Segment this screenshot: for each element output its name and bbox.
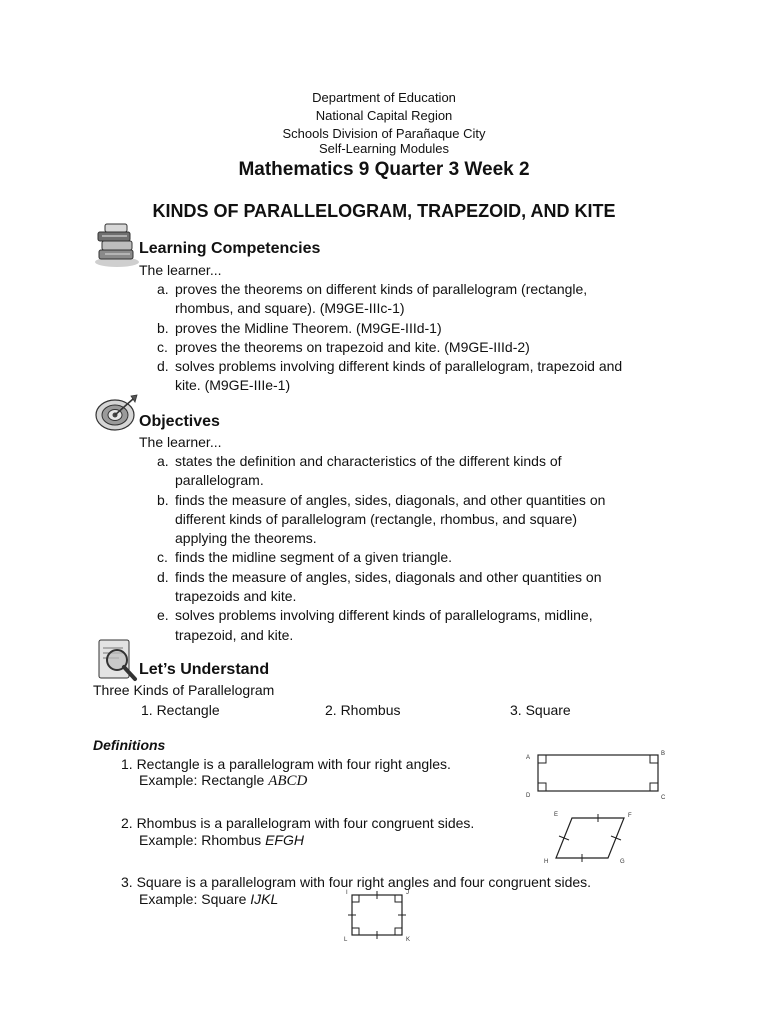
- right-angle-mark: [538, 755, 546, 763]
- understand-subtitle: Three Kinds of Parallelogram: [93, 682, 275, 698]
- example-square: Example: Square IJKL: [139, 891, 279, 907]
- square-ijkl-figure: [340, 887, 420, 943]
- right-angle-mark: [352, 928, 359, 935]
- example-rectangle: Example: Rectangle ABCD: [139, 772, 308, 789]
- module-title: Mathematics 9 Quarter 3 Week 2: [238, 159, 530, 180]
- objectives-title: Objectives: [139, 413, 220, 430]
- list-item: b. proves the Midline Theorem. (M9GE-IIId-1): [157, 319, 442, 336]
- rhombus-efgh-figure: [540, 808, 640, 868]
- list-item: b. finds the measure of angles, sides, diagonals, and other quantities on different kinds of parallelogram (rectangle, rhombus, and square) applying the theorems.: [157, 491, 606, 547]
- vertex-label: L: [344, 937, 348, 943]
- vertex-label: F: [628, 813, 632, 819]
- vertex-label: J: [406, 890, 409, 896]
- kind-rectangle: 1. Rectangle: [141, 702, 220, 718]
- vertex-label: K: [406, 937, 411, 943]
- rectangle-shape: [538, 755, 658, 791]
- kind-square: 3. Square: [510, 702, 571, 718]
- list-item: c. proves the theorems on trapezoid and kite. (M9GE-IIId-2): [157, 338, 530, 355]
- example-rhombus: Example: Rhombus EFGH: [139, 832, 304, 848]
- definitions-title: Definitions: [93, 737, 166, 753]
- vertex-label: E: [554, 812, 559, 818]
- competencies-title: Learning Competencies: [139, 240, 321, 257]
- objectives-list: [157, 452, 697, 645]
- competencies-list: [157, 280, 697, 396]
- definition-rectangle: 1. Rectangle is a parallelogram with four right angles.: [121, 756, 451, 772]
- vertex-label: H: [544, 859, 549, 865]
- list-item: a. states the definition and characteristics of the different kinds of parallelogram.: [157, 453, 562, 489]
- kind-rhombus: 2. Rhombus: [325, 702, 401, 718]
- magnifier-icon: [93, 636, 141, 684]
- right-angle-mark: [395, 928, 402, 935]
- header-region: National Capital Region: [315, 108, 453, 123]
- right-angle-mark: [650, 783, 658, 791]
- understand-title: Let’s Understand: [139, 661, 270, 678]
- vertex-label: B: [661, 751, 666, 757]
- header-modules: Self-Learning Modules: [318, 141, 450, 156]
- definition-rhombus: 2. Rhombus is a parallelogram with four congruent sides.: [121, 815, 475, 831]
- header-department: Department of Education: [312, 90, 456, 105]
- competencies-intro: The learner...: [139, 262, 222, 278]
- topic-title: KINDS OF PARALLELOGRAM, TRAPEZOID, AND KITE: [152, 201, 616, 221]
- vertex-label: C: [661, 795, 666, 801]
- right-angle-mark: [395, 895, 402, 902]
- vertex-label: I: [346, 890, 348, 896]
- vertex-label: A: [526, 755, 531, 761]
- right-angle-mark: [538, 783, 546, 791]
- list-item: e. solves problems involving different kinds of parallelograms, midline, trapezoid, and kite.: [157, 607, 593, 643]
- definition-square: 3. Square is a parallelogram with four right angles and four congruent sides.: [121, 874, 592, 890]
- books-icon: [93, 222, 141, 268]
- objectives-intro: The learner...: [139, 434, 222, 450]
- list-item: d. solves problems involving different kinds of parallelogram, trapezoid and kite. (M9GE-IIIe-1): [157, 358, 623, 394]
- rectangle-abcd-figure: [520, 745, 672, 803]
- vertex-label: G: [620, 859, 625, 865]
- list-item: d. finds the measure of angles, sides, diagonals and other quantities on trapezoids and kite.: [157, 568, 602, 605]
- vertex-label: D: [526, 793, 531, 799]
- target-icon: [93, 393, 139, 433]
- list-item: a. proves the theorems on different kinds of parallelogram (rectangle, rhombus, and square). (M9GE-IIIc-1): [157, 281, 588, 317]
- right-angle-mark: [650, 755, 658, 763]
- list-item: c. finds the midline segment of a given triangle.: [157, 549, 453, 566]
- rhombus-shape: [556, 818, 624, 858]
- header-division: Schools Division of Parañaque City: [282, 126, 486, 141]
- right-angle-mark: [352, 895, 359, 902]
